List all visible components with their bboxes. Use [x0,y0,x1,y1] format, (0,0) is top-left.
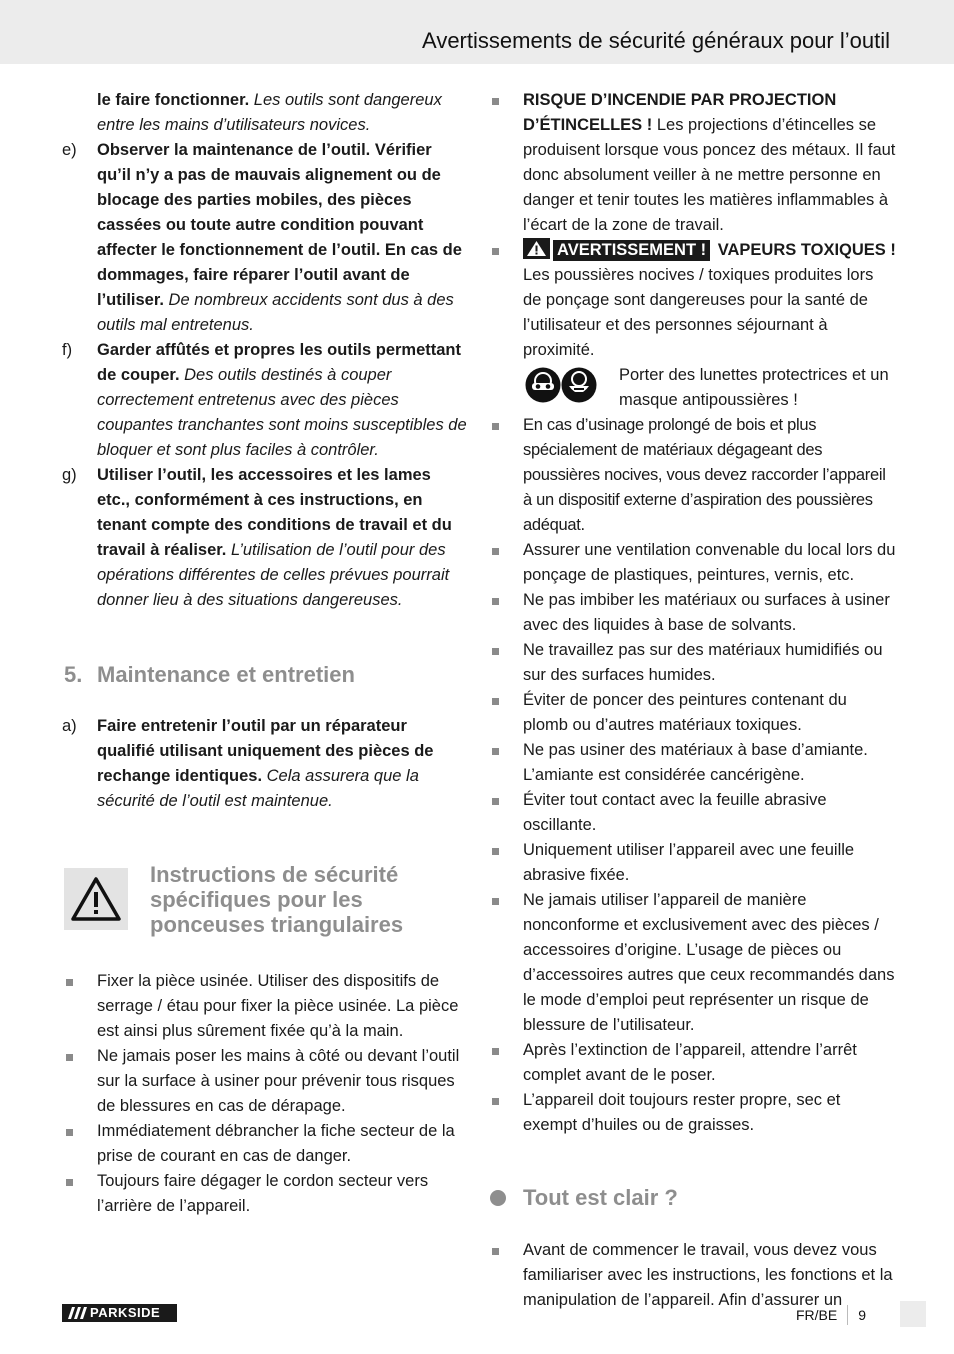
item-a [62,714,467,814]
list-item: Fixer la pièce usinée. Utiliser des dispositifs de serrage / étau pour fixer la pièce usinée. La pièce est ainsi plus sûrement fixée qu’à la main. [62,969,467,1044]
item-italic: De nombreux accidents sont dus à des outils mal entretenus. [97,291,454,334]
list-item: En cas d’usinage prolongé de bois et plus spécialement de matériaux dégageant des poussières nocives, vous devez raccorder l’appareil à un dispositif externe d’aspiration des poussières adéquat. [488,413,896,538]
right-column [488,88,896,1313]
intro-bold: le faire fonctionner. [97,91,250,109]
tout-est-clair-title: Tout est clair ? [523,1185,678,1210]
list-item: Ne pas imbiber les matériaux ou surfaces à usiner avec des liquides à base de solvants. [488,588,896,638]
goggles-icon [526,368,561,403]
list-item: Immédiatement débrancher la fiche secteur de la prise de courant en cas de danger. [62,1119,467,1169]
item-bold: Garder affûtés et propres les outils permettant de couper. [97,341,462,384]
page-header [0,0,954,64]
toxic-vapours-item [488,238,896,363]
specific-safety-title: Instructions de sécurité spécifiques pour les ponceuses triangulaires [150,862,404,937]
list-item: Ne travaillez pas sur des matériaux humidifiés ou sur des surfaces humides. [488,638,896,688]
list-item: Uniquement utiliser l’appareil avec une feuille abrasive fixée. [488,838,896,888]
item-bold: Observer la maintenance de l’outil. Vérifier qu’il n’y a pas de mauvais alignement ou de blocage des parties mobiles, des pièces cassées ou toute autre condition pouvant affecter le fonctionnement de l’outil. En cas de dommages, faire réparer l’outil avant de l’utiliser. [97,141,462,309]
language-code: FR/BE [795,1307,838,1323]
item-bold: Faire entretenir l’outil par un réparateur qualifié utilisant uniquement des pièces de rechange identiques. [97,717,434,785]
specific-bullet-list [62,969,467,1219]
list-item: Assurer une ventilation convenable du local lors du ponçage de plastiques, peintures, vernis, etc. [488,538,896,588]
list-item: Ne pas usiner des matériaux à base d’amiante. L’amiante est considérée cancérigène. [488,738,896,788]
list-item: Ne jamais utiliser l’appareil de manière nonconforme et exclusivement avec des pièces / accessoires d’origine. L’usage de pièces ou d’accessoires autres que ceux recommandés dans le mode d’emploi peut représenter un risque de blessure de l’utilisateur. [488,888,896,1038]
fire-risk-item [488,88,896,238]
footer-corner-box [900,1301,926,1327]
fire-risk-text: Les projections d’étincelles se produisent lorsque vous poncez des métaux. Il faut donc absolument veiller à ne mettre personne en danger et tenir toutes les matières inflammables à l’écart de la zone de travail. [523,116,896,234]
dust-mask-icon [562,368,597,403]
toxic-vapours-bold: VAPEURS TOXIQUES ! [713,241,896,259]
list-item: L’appareil doit toujours rester propre, sec et exempt d’huiles ou de graisses. [488,1088,896,1138]
left-column [62,88,467,1219]
item-label: g) [62,466,77,484]
parkside-logo [62,1304,177,1322]
fire-risk-bold: RISQUE D’INCENDIE PAR PROJECTION D’ÉTINCELLES ! [523,91,837,134]
list-item: Éviter tout contact avec la feuille abrasive oscillante. [488,788,896,838]
warning-triangle-icon [64,868,128,930]
brand-name: PARKSIDE [90,1305,161,1320]
item-italic: L’utilisation de l’outil pour des opérations différentes de celles prévues pourrait donner lieu à des situations dangereuses. [97,541,450,609]
item-g [62,463,467,613]
warning-triangle-icon [523,238,550,259]
item-label: a) [62,717,77,735]
section-title: Maintenance et entretien [97,662,355,687]
list-item: Toujours faire dégager le cordon secteur vers l’arrière de l’appareil. [62,1169,467,1219]
page-title: Avertissements de sécurité généraux pour l’outil [422,28,890,53]
item-italic: Cela assurera que la sécurité de l’outil est maintenue. [97,767,419,810]
logo-stripes-icon [66,1304,92,1322]
footer-divider [847,1305,848,1325]
intro-italic: Les outils sont dangereux entre les mains d’utilisateurs novices. [97,91,442,134]
ppe-text: Porter des lunettes protectrices et un masque antipoussières ! [619,366,889,409]
ppe-icons [524,366,598,404]
item-italic: Des outils destinés à couper correctement entretenus avec des pièces coupantes tranchantes sont moins susceptibles de bloquer et sont plus faciles à contrôler. [97,366,467,459]
specific-safety-heading [62,862,467,937]
item-label: f) [62,341,73,359]
item-label: e) [62,141,77,159]
list-item: Éviter de poncer des peintures contenant du plomb ou d’autres matériaux toxiques. [488,688,896,738]
section-5-heading [62,661,467,689]
ppe-notice [488,363,896,413]
tout-est-clair-heading [488,1184,896,1212]
warning-badge: AVERTISSEMENT ! [553,240,710,261]
list-item: Ne jamais poser les mains à côté ou devant l’outil sur la surface à usiner pour prévenir tous risques de blessures en cas de dérapage. [62,1044,467,1119]
list-item: Avant de commencer le travail, vous devez vous familiariser avec les instructions, les fonctions et la manipulation de l’appareil. Afin d’assurer un [488,1238,896,1313]
intro-paragraph [62,88,467,138]
item-f [62,338,467,463]
list-item: Après l’extinction de l’appareil, attendre l’arrêt complet avant de le poser. [488,1038,896,1088]
item-e [62,138,467,338]
bullet-dot-icon [490,1190,506,1206]
footer-page-info [796,1305,866,1325]
safety-bullet-list [488,413,896,1138]
item-bold: Utiliser l’outil, les accessoires et les lames etc., conformément à ces instructions, en tenant compte des conditions de travail et du travail à réaliser. [97,466,452,559]
section-number: 5. [64,662,83,687]
page-number: 9 [858,1307,866,1323]
toxic-vapours-text: Les poussières nocives / toxiques produites lors de ponçage sont dangereuses pour la santé de l’utilisateur et des personnes séjournant à proximité. [523,266,874,359]
